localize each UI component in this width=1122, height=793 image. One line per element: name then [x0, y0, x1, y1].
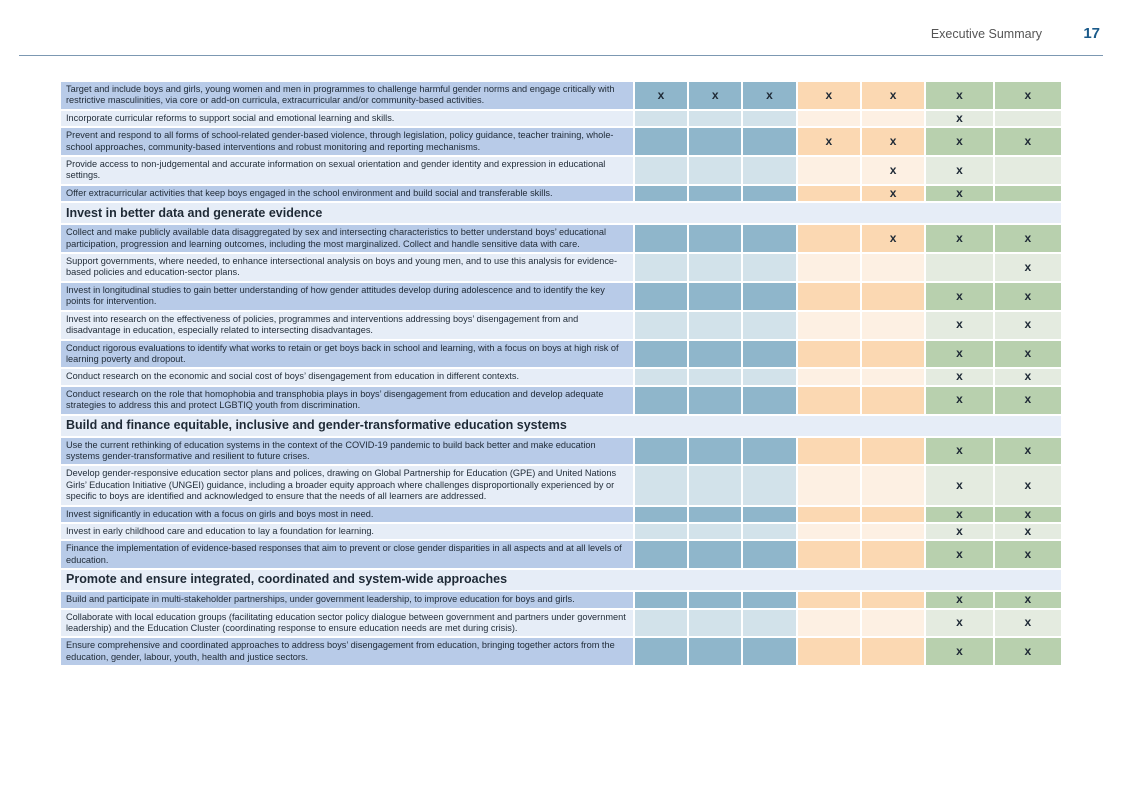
- table-row: [61, 128, 1061, 155]
- mark-cell: x: [862, 157, 924, 184]
- mark-cell: [862, 507, 924, 522]
- mark-cell: [689, 157, 741, 184]
- recommendation-text: Target and include boys and girls, young women and men in programmes to challenge harmful gender norms and engage critically with restrictive masculinities, via core or add-on curricula, extracurricular and/or community-based activities.: [61, 82, 633, 109]
- mark-cell: [862, 466, 924, 504]
- mark-cell: [798, 312, 860, 339]
- mark-cell: x: [995, 638, 1061, 665]
- mark-cell: [635, 592, 687, 607]
- mark-cell: [926, 254, 992, 281]
- mark-cell: [798, 225, 860, 252]
- mark-cell: x: [995, 225, 1061, 252]
- mark-cell: x: [995, 341, 1061, 368]
- mark-cell: [995, 111, 1061, 126]
- recommendation-text: Collaborate with local education groups (facilitating education sector policy dialogue between government and partners under government leadership) and the Education Cluster (coordinating response to ensure education needs are met during crisis).: [61, 610, 633, 637]
- mark-cell: x: [798, 82, 860, 109]
- mark-cell: [689, 312, 741, 339]
- mark-cell: [862, 312, 924, 339]
- mark-cell: [995, 186, 1061, 201]
- recommendation-text: Incorporate curricular reforms to support social and emotional learning and skills.: [61, 111, 633, 126]
- mark-cell: [798, 387, 860, 414]
- mark-cell: x: [926, 638, 992, 665]
- mark-cell: x: [926, 507, 992, 522]
- mark-cell: x: [862, 128, 924, 155]
- recommendation-text: Support governments, where needed, to enhance intersectional analysis on boys and young men, and to use this analysis for evidence-based policies and education-sector plans.: [61, 254, 633, 281]
- mark-cell: x: [995, 283, 1061, 310]
- recommendation-text: Conduct research on the role that homophobia and transphobia plays in boys’ disengagement from education and develop adequate strategies to address this and protect LGBTIQ youth from discrimination.: [61, 387, 633, 414]
- table-row: [61, 254, 1061, 281]
- table-row: [61, 592, 1061, 607]
- mark-cell: [862, 638, 924, 665]
- mark-cell: [635, 507, 687, 522]
- mark-cell: x: [926, 283, 992, 310]
- mark-cell: [743, 369, 795, 384]
- mark-cell: x: [926, 128, 992, 155]
- table-row: [61, 157, 1061, 184]
- mark-cell: x: [995, 610, 1061, 637]
- mark-cell: x: [926, 592, 992, 607]
- mark-cell: [798, 186, 860, 201]
- mark-cell: [798, 111, 860, 126]
- mark-cell: x: [798, 128, 860, 155]
- mark-cell: [689, 524, 741, 539]
- mark-cell: [689, 387, 741, 414]
- recommendation-text: Conduct research on the economic and social cost of boys’ disengagement from education in different contexts.: [61, 369, 633, 384]
- section-heading-row: [61, 416, 1061, 436]
- table-row: [61, 225, 1061, 252]
- section-heading: Promote and ensure integrated, coordinated and system-wide approaches: [61, 570, 1061, 590]
- mark-cell: x: [926, 312, 992, 339]
- mark-cell: [862, 341, 924, 368]
- table-row: [61, 82, 1061, 109]
- mark-cell: x: [995, 524, 1061, 539]
- mark-cell: [635, 610, 687, 637]
- mark-cell: [862, 592, 924, 607]
- mark-cell: x: [926, 541, 992, 568]
- mark-cell: x: [743, 82, 795, 109]
- mark-cell: [743, 610, 795, 637]
- mark-cell: [689, 610, 741, 637]
- mark-cell: x: [926, 524, 992, 539]
- mark-cell: x: [926, 438, 992, 465]
- mark-cell: x: [995, 438, 1061, 465]
- mark-cell: x: [995, 592, 1061, 607]
- recommendation-text: Build and participate in multi-stakeholder partnerships, under government leadership, to improve education for boys and girls.: [61, 592, 633, 607]
- table-row: [61, 541, 1061, 568]
- mark-cell: [635, 387, 687, 414]
- mark-cell: x: [995, 312, 1061, 339]
- table-row: [61, 387, 1061, 414]
- mark-cell: x: [689, 82, 741, 109]
- mark-cell: x: [926, 225, 992, 252]
- mark-cell: [743, 312, 795, 339]
- mark-cell: x: [995, 541, 1061, 568]
- mark-cell: [862, 438, 924, 465]
- mark-cell: [635, 312, 687, 339]
- recommendation-text: Offer extracurricular activities that keep boys engaged in the school environment and build social and transferable skills.: [61, 186, 633, 201]
- mark-cell: x: [995, 387, 1061, 414]
- mark-cell: [743, 466, 795, 504]
- mark-cell: [635, 524, 687, 539]
- section-heading: Invest in better data and generate evidence: [61, 203, 1061, 223]
- mark-cell: [689, 225, 741, 252]
- header-divider: [19, 55, 1103, 56]
- mark-cell: [743, 387, 795, 414]
- table-row: [61, 610, 1061, 637]
- mark-cell: [862, 524, 924, 539]
- mark-cell: [635, 128, 687, 155]
- page-header: [0, 24, 1122, 44]
- section-heading-row: [61, 203, 1061, 223]
- mark-cell: [862, 369, 924, 384]
- table-row: [61, 283, 1061, 310]
- mark-cell: [798, 541, 860, 568]
- mark-cell: [798, 507, 860, 522]
- mark-cell: x: [995, 82, 1061, 109]
- mark-cell: [689, 466, 741, 504]
- mark-cell: [995, 157, 1061, 184]
- mark-cell: x: [995, 466, 1061, 504]
- mark-cell: [743, 128, 795, 155]
- mark-cell: x: [926, 466, 992, 504]
- mark-cell: x: [635, 82, 687, 109]
- mark-cell: [635, 369, 687, 384]
- page-number: 17: [1083, 25, 1100, 42]
- mark-cell: [689, 254, 741, 281]
- mark-cell: [743, 638, 795, 665]
- mark-cell: [743, 186, 795, 201]
- mark-cell: [635, 157, 687, 184]
- mark-cell: x: [926, 186, 992, 201]
- mark-cell: [862, 283, 924, 310]
- mark-cell: [635, 638, 687, 665]
- mark-cell: x: [926, 341, 992, 368]
- mark-cell: x: [926, 610, 992, 637]
- mark-cell: [862, 610, 924, 637]
- mark-cell: [635, 466, 687, 504]
- section-heading-row: [61, 570, 1061, 590]
- mark-cell: [689, 341, 741, 368]
- recommendation-text: Invest significantly in education with a focus on girls and boys most in need.: [61, 507, 633, 522]
- mark-cell: [743, 225, 795, 252]
- mark-cell: [689, 438, 741, 465]
- mark-cell: [689, 111, 741, 126]
- mark-cell: [743, 283, 795, 310]
- mark-cell: [743, 592, 795, 607]
- section-title: Executive Summary: [930, 27, 1042, 41]
- mark-cell: [689, 283, 741, 310]
- mark-cell: x: [862, 225, 924, 252]
- mark-cell: [743, 341, 795, 368]
- mark-cell: [798, 283, 860, 310]
- table-row: [61, 524, 1061, 539]
- mark-cell: [798, 524, 860, 539]
- mark-cell: [743, 438, 795, 465]
- mark-cell: [743, 254, 795, 281]
- mark-cell: x: [926, 82, 992, 109]
- mark-cell: [689, 541, 741, 568]
- recommendation-text: Ensure comprehensive and coordinated approaches to address boys’ disengagement from education, bringing together actors from the education, gender, labour, youth, health and justice sectors.: [61, 638, 633, 665]
- table-row: [61, 186, 1061, 201]
- mark-cell: [635, 225, 687, 252]
- mark-cell: [743, 541, 795, 568]
- mark-cell: x: [995, 507, 1061, 522]
- mark-cell: [689, 369, 741, 384]
- mark-cell: [743, 157, 795, 184]
- mark-cell: [743, 111, 795, 126]
- mark-cell: [798, 157, 860, 184]
- section-heading: Build and finance equitable, inclusive and gender-transformative education systems: [61, 416, 1061, 436]
- table-row: [61, 438, 1061, 465]
- mark-cell: [798, 341, 860, 368]
- mark-cell: [798, 610, 860, 637]
- recommendation-text: Use the current rethinking of education systems in the context of the COVID-19 pandemic to build back better and make education systems gender-transformative and resilient to future crises.: [61, 438, 633, 465]
- mark-cell: x: [995, 369, 1061, 384]
- recommendation-text: Finance the implementation of evidence-based responses that aim to prevent or close gender disparities in all aspects and at all levels of education.: [61, 541, 633, 568]
- mark-cell: [689, 592, 741, 607]
- mark-cell: [743, 507, 795, 522]
- mark-cell: x: [995, 254, 1061, 281]
- recommendation-text: Provide access to non-judgemental and accurate information on sexual orientation and gender identity and expression in educational settings.: [61, 157, 633, 184]
- mark-cell: [862, 111, 924, 126]
- mark-cell: [635, 254, 687, 281]
- mark-cell: [689, 128, 741, 155]
- mark-cell: [635, 111, 687, 126]
- mark-cell: [635, 438, 687, 465]
- recommendation-text: Invest in early childhood care and education to lay a foundation for learning.: [61, 524, 633, 539]
- table-row: [61, 312, 1061, 339]
- table-row: [61, 466, 1061, 504]
- mark-cell: [635, 283, 687, 310]
- mark-cell: x: [862, 186, 924, 201]
- recommendation-text: Conduct rigorous evaluations to identify what works to retain or get boys back in school and learning, with a focus on boys at high risk of learning poverty and dropout.: [61, 341, 633, 368]
- mark-cell: x: [862, 82, 924, 109]
- table-row: [61, 369, 1061, 384]
- mark-cell: [798, 438, 860, 465]
- mark-cell: [862, 541, 924, 568]
- mark-cell: [689, 186, 741, 201]
- mark-cell: x: [995, 128, 1061, 155]
- mark-cell: x: [926, 387, 992, 414]
- mark-cell: x: [926, 111, 992, 126]
- recommendation-text: Develop gender-responsive education sector plans and polices, drawing on Global Partnership for Education (GPE) and United Nations Girls’ Education Initiative (UNGEI) guidance, including a broader equity approach where challenges disproportionally experienced by or specific to boys are identified and acknowledged to ensure that the needs of all learners are addressed.: [61, 466, 633, 504]
- mark-cell: [798, 369, 860, 384]
- mark-cell: [798, 638, 860, 665]
- recommendation-text: Invest into research on the effectiveness of policies, programmes and interventions addressing boys’ disengagement from and disadvantage in education, especially related to intersecting disadvantages.: [61, 312, 633, 339]
- table-row: [61, 111, 1061, 126]
- recommendations-table: [59, 80, 1063, 667]
- table-row: [61, 507, 1061, 522]
- recommendation-text: Invest in longitudinal studies to gain better understanding of how gender attitudes develop during adolescence and to identify the key points for intervention.: [61, 283, 633, 310]
- mark-cell: [798, 466, 860, 504]
- recommendation-text: Prevent and respond to all forms of school-related gender-based violence, through legislation, policy guidance, teacher training, whole-school approaches, community-based interventions and robust monitoring and reporting mechanisms.: [61, 128, 633, 155]
- mark-cell: [862, 387, 924, 414]
- mark-cell: [689, 507, 741, 522]
- mark-cell: [798, 592, 860, 607]
- mark-cell: [862, 254, 924, 281]
- mark-cell: [635, 341, 687, 368]
- table-row: [61, 341, 1061, 368]
- mark-cell: x: [926, 369, 992, 384]
- mark-cell: [798, 254, 860, 281]
- mark-cell: x: [926, 157, 992, 184]
- recommendation-text: Collect and make publicly available data disaggregated by sex and intersecting characteristics to better understand boys’ educational participation, progression and learning outcomes, including the most marginalized. Collect and handle sensitive data with care.: [61, 225, 633, 252]
- mark-cell: [635, 541, 687, 568]
- table-row: [61, 638, 1061, 665]
- mark-cell: [743, 524, 795, 539]
- mark-cell: [635, 186, 687, 201]
- mark-cell: [689, 638, 741, 665]
